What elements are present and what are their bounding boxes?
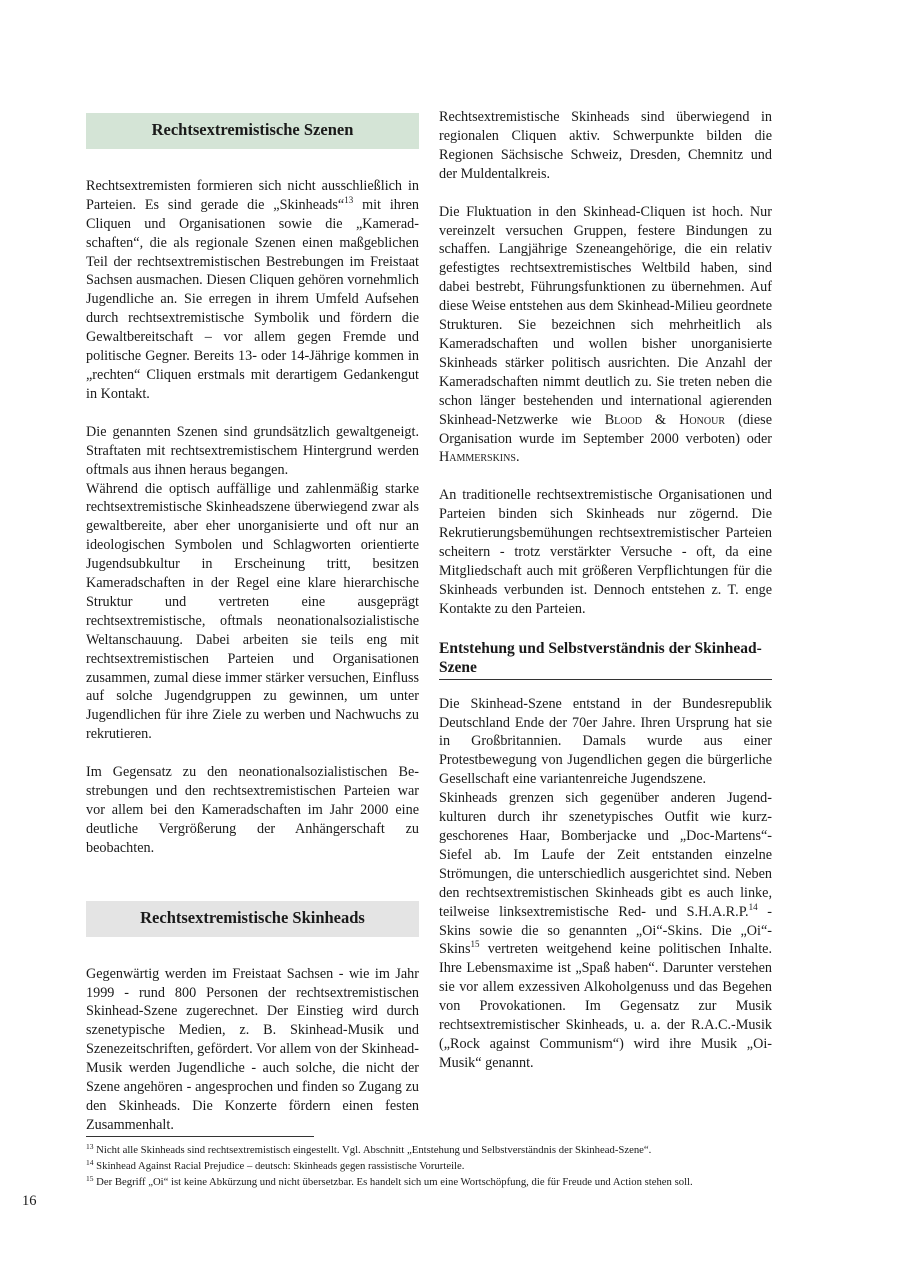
- footnotes: [86, 1136, 772, 1190]
- paragraph: Im Gegensatz zu den neonationalsozialistischen Bestrebungen und den rechtsextremistischen Parteien war vor allem bei den Kameradschaften im Jahr 2000 eine deutliche Vergrößerung der Anhängerschaft zu beobachten.: [86, 764, 419, 856]
- footnote-ref-13: 13: [344, 194, 354, 205]
- paragraph: Die Skinhead-Szene entstand in der Bundesrepublik Deutschland Ende der 70er Jahre. Ihren Ursprung hat sie in Großbritannien. Damals wurde aus einer Protestbewegung von Jugendlichen gegen die bürgerliche Gesellschaft eine variantenreiche Jugendszene.: [439, 695, 772, 788]
- section-heading-szenen: Rechtsextremistische Szenen: [86, 113, 419, 149]
- footnote-ref-15: 15: [470, 939, 480, 950]
- paragraph: Die genannten Szenen sind grundsätzlich gewaltgeneigt. Straftaten mit rechtsextremistischem Hintergrund werden oftmals aus ihnen heraus begangen.: [86, 423, 419, 478]
- paragraph: An traditionelle rechtsextremistische Organisationen und Parteien binden sich Skinheads nur zögernd. Die Rekrutierungsbemühungen rechtsextremistischer Parteien scheitern - trotz verstärkter Versuche - oft, da eine Mitgliedschaft auch mit größeren Verpflichtungen für die Skinheads verbunden ist. Dennoch entstehen z. T. enge Kontakte zu den Parteien.: [439, 487, 772, 617]
- paragraph: Die Fluktuation in den Skinhead-Cliquen ist hoch. Nur vereinzelt versuchen Gruppen, festere Bindungen zu schaffen. Langjährige Szeneangehörige, die ein relativ gefestigtes rechtsextremistisches Weltbild haben, sind dabei bestrebt, Führungsfunktionen zu übernehmen. Auf diese Weise entstehen aus dem Skinhead-Milieu geordnete Strukturen. Sie bezeichnen sich mehrheitlich als Kameradschaften und wollen bisher unorganisierte Skinheads stärker politisch ausrichten. Die Anzahl der Kameradschaften nimmt deutlich zu. Sie treten neben die schon länger bestehenden und international agierenden Skinhead-Netzwerke wie Blood & Honour (diese Organisation wurde im September 2000 verboten) oder Hammerskins.: [439, 203, 772, 466]
- footnote: $^{15}$ Der Begriff „Oi“ ist keine Abkürzung und nicht übersetzbar. Es handelt sich um eine Wortschöpfung, die für Freude und Action stehen soll.: [86, 1174, 693, 1188]
- footnote-ref-14: 14: [748, 901, 758, 912]
- paragraph: Skinheads grenzen sich gegenüber anderen Jugendkulturen durch ihr szenetypisches Outfit wie kurzgeschorenes Haar, Bomberjacke und „Doc-Martens“-Siefel ab. Im Laufe der Zeit entstanden einzelne Strömungen, die unterschiedlich ausgerichtet sind. Neben den rechtsextremistischen Skinheads gibt es auch linke, teilweise linksextremistische Red- und S.H.A.R.P.$^{14}$ - Skins sowie die so genannten „Oi“-Skins. Die „Oi“-Skins$^{15}$ vertreten weitgehend keine politischen Inhalte. Ihre Lebensmaxime ist „Spaß haben“. Darunter verstehen sie vor allem exzessiven Alkoholgenuss und das Begehen von Provokationen. Im Gegensatz zur Musik rechtsextremistischer Skinheads, u. a. der R.A.C.-Musik („Rock against Communism“) wird ihre Musik „Oi-Musik“ genannt.: [439, 790, 772, 1071]
- section-heading-skinheads: Rechtsextremistische Skinheads: [86, 901, 419, 937]
- left-column: [86, 108, 419, 1135]
- page-number: 16: [22, 1193, 37, 1209]
- footnote-rule: [86, 1136, 314, 1137]
- subheading-entstehung: Entstehung und Selbstverständnis der Skinhead-Szene: [439, 639, 772, 680]
- paragraph: Rechtsextremistische Skinheads sind überwiegend in regionalen Cliquen aktiv. Schwerpunkte bilden die Regionen Sächsische Schweiz, Dresden, Chemnitz und der Muldentalkreis.: [439, 109, 772, 182]
- paragraph: Rechtsextremisten formieren sich nicht ausschließlich in Parteien. Es sind gerade die „Skinheads“$^{13}$ mit ihren Cliquen und Organisationen sowie die „Kameradschaften“, die als regionale Szenen einen maßgeblichen Teil der rechtsextremistischen Bestrebungen im Freistaat Sachsen ausmachen. Diesen Cliquen gehören vornehmlich Jugendliche an. Sie erregen in ihrem Umfeld Aufsehen durch rechtsextremistische Symbolik und fördern die Gewaltbereitschaft – vor allem gegen Fremde und politische Gegner. Bereits 13- oder 14-Jährige kommen in „rechten“ Cliquen erstmals mit derartigem Gedankengut in Kontakt.: [86, 177, 420, 402]
- footnote: $^{14}$ Skinhead Against Racial Prejudice – deutsch: Skinheads gegen rassistische Vorurteile.: [86, 1158, 465, 1172]
- organisation-name: Hammerskins: [439, 449, 516, 466]
- paragraph: Gegenwärtig werden im Freistaat Sachsen - wie im Jahr 1999 - rund 800 Personen der rechtsextremistischen Skinhead-Szene zugerechnet. Der Einstieg wird durch szenetypische Medien, z. B. Skinhead-Musik und Szenezeitschriften, gefördert. Vor allem von der Skinhead-Musik werden Jugendliche - auch solche, die nicht der Szene angehören - angesprochen und finden so Zugang zu den Skinheads. Die Konzerte fördern einen festen Zusammenhalt.: [86, 965, 419, 1133]
- right-column: [439, 108, 772, 1073]
- paragraph: Während die optisch auffällige und zahlenmäßig starke rechtsextremistische Skinheadszene überwiegend zwar als gewaltbereite, aber eher unorganisierte und oft nur an ideologischen Symbolen und Schlagworten orientierte Jugendsubkultur in Erscheinung tritt, besitzen Kameradschaften in der Regel eine klare hierarchische Struktur und vertreten eine ausgeprägt rechtsextremistische, oftmals neonationalsozialistische Weltanschauung. Dabei arbeiten sie teils eng mit rechtsextremistischen Parteien und Organisationen zusammen, zumal diese immer stärker versuchen, Einfluss auf solche Jugendgruppen zu gewinnen, um unter Jugendlichen für ihre Ziele zu werben und Nachwuchs zu rekrutieren.: [86, 480, 419, 743]
- organisation-name: Blood & Honour: [604, 411, 725, 428]
- footnote: $^{13}$ Nicht alle Skinheads sind rechtsextremistisch eingestellt. Vgl. Abschnitt „Entstehung und Selbstverständnis der Skinhead-Szene“.: [86, 1142, 652, 1156]
